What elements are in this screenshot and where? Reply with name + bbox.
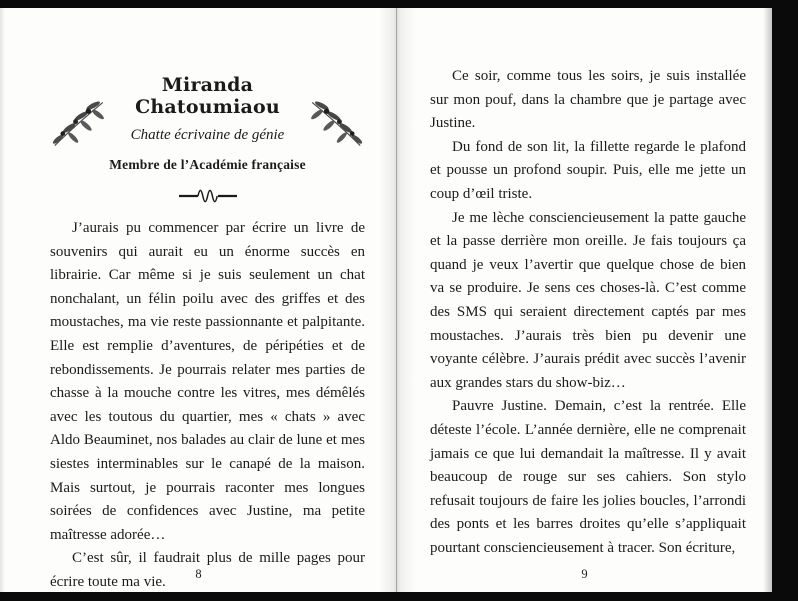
paragraph: J’aurais pu commencer par écrire un livre de souvenirs qui aurait eu un énorme succès en librairie. Car même si je suis seulement un chat nonchalant, un félin poilu avec des griffes et des moustaches, ma vie reste passionnante et palpitante. Elle est remplie d’aventures, de péripéties et de rebondissements. Je pourrais relater mes parties de chasse à la mouche contre les vitres, mes démêlés avec les toutous du quartier, mes « chats » avec Aldo Beauminet, nos balades au clair de lune et mes siestes interminables sur le canapé de la maison. Mais surtout, je pourrais raconter mes longues soirées de confidences avec Justine, ma petite maîtresse adorée… xyxy=(50,220,365,543)
paragraph: Pauvre Justine. Demain, c’est la rentrée. Elle déteste l’école. L’année dernière, elle ne comprenait jamais ce que lui demandait la maîtresse. Il y avait beaucoup de rouge sur ses cahiers. Son stylo refusait toujours de faire les jolies boucles, l’arrondi des ponts et les barres droites qu’elle s’appliquait pourtant consciencieusement à tracer. Son écriture, xyxy=(430,398,746,556)
squiggle-divider-icon xyxy=(50,188,365,204)
paragraph: Ce soir, comme tous les soirs, je suis installée sur mon pouf, dans la chambre que je partage avec Justine. xyxy=(430,68,746,132)
left-page-text xyxy=(50,217,365,595)
left-page xyxy=(0,8,397,592)
right-page xyxy=(397,8,772,592)
chapter-title: Miranda Chatoumiaou xyxy=(135,74,280,118)
book-spread xyxy=(0,8,772,592)
chapter-heading-text xyxy=(108,74,307,173)
olive-branch-right-icon xyxy=(309,98,365,150)
paragraph: C’est sûr, il faudrait plus de mille pages pour écrire toute ma vie. xyxy=(50,550,365,590)
chapter-affiliation: Membre de l’Académie française xyxy=(109,157,306,172)
paragraph: Je me lèche consciencieusement la patte gauche et la passe derrière mon oreille. Je fais toujours ça quand je veux l’avertir que quelque chose de bien va se produire. Je sens ces choses-là. C’est comme des SMS qui seraient directement captés par mes moustaches. J’aurais très bien pu devenir une voyante célèbre. J’aurais prédit avec succès l’avenir aux grandes stars du show-biz… xyxy=(430,209,746,391)
chapter-header xyxy=(50,74,365,173)
paragraph: Du fond de son lit, la fillette regarde le plafond et pousse un profond soupir. Puis, elle me jette un coup d’œil triste. xyxy=(430,138,746,202)
olive-branch-left-icon xyxy=(50,98,106,150)
page-number-right: 9 xyxy=(581,567,588,581)
right-page-text xyxy=(430,65,746,560)
page-number-left: 8 xyxy=(195,567,202,581)
chapter-subtitle: Chatte écrivaine de génie xyxy=(130,127,285,143)
